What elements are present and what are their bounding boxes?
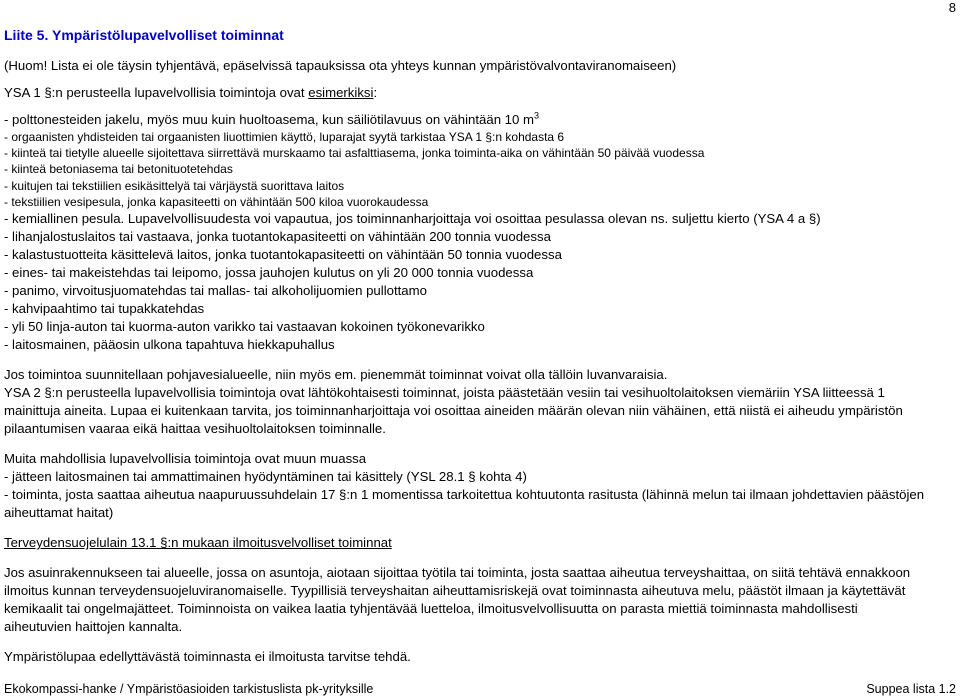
list-item: - laitosmainen, pääosin ulkona tapahtuva hiekkapuhallus	[4, 337, 335, 353]
ysa1-heading-suffix: :	[373, 85, 378, 100]
list-item: - kiinteä betoniasema tai betonituotetehdas	[4, 162, 233, 177]
tsl-paragraph-line: Jos asuinrakennukseen tai alueelle, jossa on asuntoja, aiotaan sijoittaa työtila tai toiminta, josta saattaa aiheutua terveyshaittaa, on siitä tehtävä ennakkoon	[4, 565, 911, 581]
list-item: - lihanjalostuslaitos tai vastaava, jonka tuotantokapasiteetti on vähintään 200 tonnia vuodessa	[4, 229, 551, 245]
list-item: - eines- tai makeistehdas tai leipomo, jossa jauhojen kulutus on yli 20 000 tonnia vuodessa	[4, 265, 534, 281]
ysa2-paragraph-line: mainittuja aineita. Lupaa ei kuitenkaan tarvita, jos toiminnanharjoittaja voi osoittaa aineiden määrän olevan niin vähäinen, että niistä ei aiheudu ympäristön	[4, 403, 903, 419]
ysa1-heading	[4, 84, 956, 102]
other-activities-heading: Muita mahdollisia lupavelvollisia toimintoja ovat muun muassa	[4, 451, 367, 467]
tsl-paragraph-line: kemikaalit tai ongelmajätteet. Toiminnoista on vaikea laatia tyhjentävää luetteloa, ilmoitusvelvollisuutta on parasta miettiä toiminnasta mahdollisesti	[4, 601, 858, 617]
groundwater-paragraph: Jos toimintoa suunnitellaan pohjavesialueelle, niin myös em. pienemmät toiminnat voivat olla tällöin luvanvaraisia.	[4, 367, 668, 383]
ysa2-paragraph-line: pilaantumisen vaaraa eikä haittaa vesihuoltolaitoksen toiminnalle.	[4, 421, 386, 437]
tsl-paragraph-line: aiheutuvien haittojen kannalta.	[4, 619, 183, 635]
tsl-heading: Terveydensuojelulain 13.1 §:n mukaan ilmoitusvelvolliset toiminnat	[4, 535, 392, 551]
intro-note: (Huom! Lista ei ole täysin tyhjentävä, epäselvissä tapauksissa ota yhteys kunnan ympäristövalvontaviranomaiseen)	[4, 58, 677, 73]
page-footer	[4, 681, 956, 697]
list-item-text: - polttonesteiden jakelu, myös muu kuin huoltoasema, kun säiliötilavuus on vähintään 10 m	[4, 112, 535, 127]
tsl-paragraph-line: ilmoitus kunnan terveydensuojeluviranomaiselle. Tyypillisiä terveyshaitan aiheuttamisriskejä ovat toiminnasta aiheutuva melu, päästöt ilmaan ja käytettävät	[4, 583, 906, 599]
list-item: - kuitujen tai tekstiilien esikäsittelyä tai värjäystä suorittava laitos	[4, 178, 345, 193]
footer-left: Ekokompassi-hanke / Ympäristöasioiden tarkistuslista pk-yrityksille	[4, 682, 374, 696]
list-item: - kahvipaahtimo tai tupakkatehdas	[4, 301, 205, 317]
footer-right: Suppea lista 1.2	[866, 682, 956, 696]
final-paragraph: Ympäristölupaa edellyttävästä toiminnasta ei ilmoitusta tarvitse tehdä.	[4, 649, 411, 665]
list-item-continuation: aiheuttamat haitat)	[4, 505, 114, 521]
list-item: - kiinteä tai tietylle alueelle sijoitettava siirrettävä murskaamo tai asfalttiasema, jonka toiminta-aika on vähintään 50 päivää vuodessa	[4, 146, 705, 161]
document-body	[4, 57, 956, 666]
ysa1-heading-prefix: YSA 1 §:n perusteella lupavelvollisia toimintoja ovat	[4, 85, 309, 100]
list-item: - yli 50 linja-auton tai kuorma-auton varikko tai vastaavan kokoinen työkonevarikko	[4, 319, 485, 335]
page-number: 8	[948, 0, 956, 15]
list-item: - jätteen laitosmainen tai ammattimainen hyödyntäminen tai käsittely (YSL 28.1 § kohta 4)	[4, 469, 527, 485]
list-item: - kemiallinen pesula. Lupavelvollisuudesta voi vapautua, jos toiminnanharjoittaja voi osoittaa pesulassa olevan ns. suljettu kierto (YSA 4 a §)	[4, 211, 821, 227]
ysa1-heading-link: esimerkiksi	[308, 85, 374, 100]
list-item: - panimo, virvoitusjuomatehdas tai mallas- tai alkoholijuomien pullottamo	[4, 283, 427, 299]
ysa2-paragraph-line: YSA 2 §:n perusteella lupavelvollisia toimintoja ovat lähtökohtaisesti toiminnat, joista päästetään vesiin tai vesihuoltolaitoksen viemäriin YSA liitteessä 1	[4, 385, 885, 401]
list-item: - tekstiilien vesipesula, jonka kapasiteetti on vähintään 500 kiloa vuorokaudessa	[4, 194, 429, 209]
list-item: - orgaanisten yhdisteiden tai orgaanisten liuottimien käyttö, luparajat syytä tarkistaa YSA 1 §:n kohdasta 6	[4, 130, 565, 144]
list-item	[4, 111, 956, 129]
list-item: - kalastustuotteita käsittelevä laitos, jonka tuotantokapasiteetti on vähintään 50 tonnia vuodessa	[4, 247, 562, 263]
document-title: Liite 5. Ympäristölupavelvolliset toiminnat	[4, 27, 284, 43]
superscript: 3	[534, 110, 540, 121]
list-item: - toiminta, josta saattaa aiheutua naapuruussuhdelain 17 §:n 1 momentissa tarkoitettua kohtuutonta rasitusta (lähinnä melun tai ilmaan johdettavien päästöjen	[4, 487, 925, 503]
